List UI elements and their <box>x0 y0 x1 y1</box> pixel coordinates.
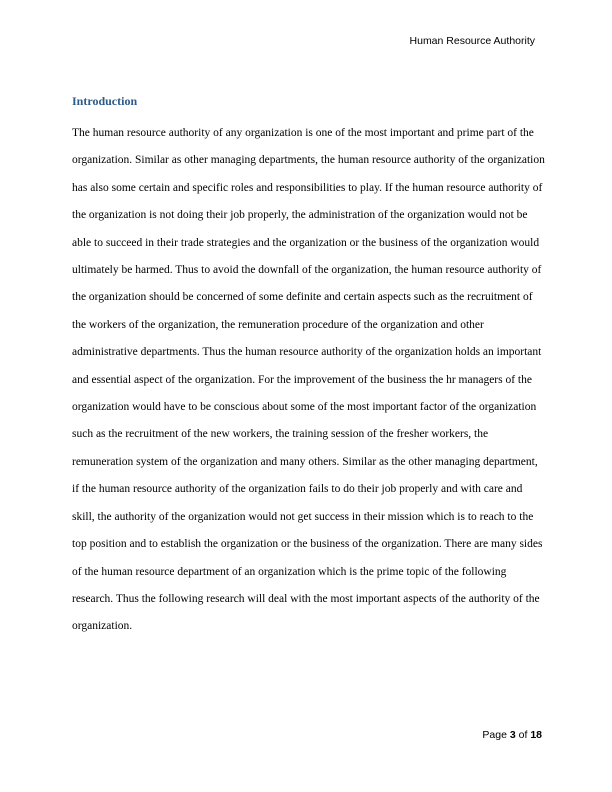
section-heading: Introduction <box>72 94 138 108</box>
total-pages-number: 18 <box>530 729 542 741</box>
page-label: Page <box>482 729 507 741</box>
current-page-number: 3 <box>509 729 516 741</box>
page-number-footer <box>482 729 542 741</box>
running-header: Human Resource Authority <box>409 35 535 47</box>
of-label: of <box>518 729 528 741</box>
body-paragraph: The human resource authority of any organization is one of the most important and prime part of the organization. Similar as other managing departments, the human resource authority of the organization has also some certain and specific roles and responsibilities to play. If the human resource authority of the organization is not doing their job properly, the administration of the organization would not be able to succeed in their trade strategies and the organization or the business of the organization would ultimately be harmed. Thus to avoid the downfall of the organization, the human resource authority of the organization should be concerned of some definite and certain aspects such as the recruitment of the workers of the organization, the remuneration procedure of the organization and other administrative departments. Thus the human resource authority of the organization holds an important and essential aspect of the organization. For the improvement of the business the hr managers of the organization would have to be conscious about some of the most important factor of the organization such as the recruitment of the new workers, the training session of the fresher workers, the remuneration system of the organization and many others. Similar as the other managing department, if the human resource authority of the organization fails to do their job properly and with care and skill, the authority of the organization would not get success in their mission which is to reach to the top position and to establish the organization or the business of the organization. There are many sides of the human resource department of an organization which is the prime topic of the following research. Thus the following research will deal with the most important aspects of the authority of the organization. <box>72 127 545 633</box>
